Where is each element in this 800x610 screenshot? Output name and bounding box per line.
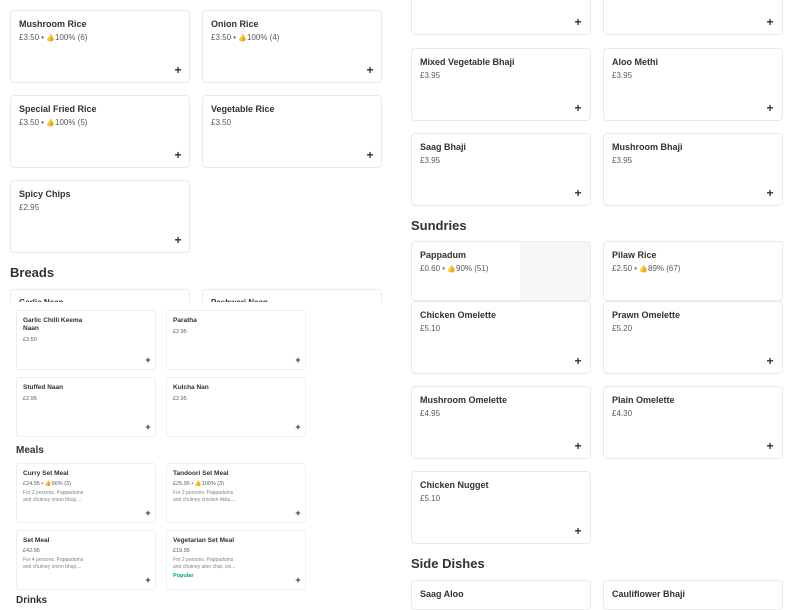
add-item-button[interactable]: + <box>174 233 182 247</box>
add-item-button[interactable]: + <box>295 355 301 365</box>
menu-item-card[interactable] <box>10 10 190 83</box>
item-meta: £0.60 • 👍90% (51) <box>420 264 489 273</box>
menu-item-card[interactable] <box>411 133 591 206</box>
thumbs-up-icon: 👍 <box>238 35 247 42</box>
item-price: £42.95 <box>23 548 40 554</box>
thumbs-up-icon: 👍 <box>639 266 648 273</box>
item-price: £2.95 <box>19 203 40 212</box>
item-name: Pilaw Rice <box>612 250 657 260</box>
item-image <box>520 242 591 301</box>
item-name: Paratha <box>173 317 197 324</box>
add-item-button[interactable]: + <box>295 422 301 432</box>
menu-item-card[interactable] <box>603 580 783 610</box>
item-name: Prawn Omelette <box>612 310 681 320</box>
menu-item-card[interactable] <box>603 133 783 206</box>
item-name: Spicy Chips <box>19 189 71 199</box>
menu-item-card[interactable] <box>411 0 591 35</box>
item-name: Special Fried Rice <box>19 104 97 114</box>
add-item-button[interactable]: + <box>366 63 374 77</box>
section-title-sundries: Sundries <box>411 218 467 233</box>
thumbs-up-icon: 👍 <box>44 481 52 487</box>
menu-item-card[interactable] <box>166 310 306 370</box>
item-meta: £3.50 • 👍100% (4) <box>211 33 280 42</box>
item-name: Chicken Nugget <box>420 480 489 490</box>
item-price: £4.95 <box>420 409 441 418</box>
add-item-button[interactable]: + <box>766 186 774 200</box>
item-price: £2.95 <box>173 396 187 402</box>
add-item-button[interactable]: + <box>145 422 151 432</box>
add-item-button[interactable]: + <box>174 63 182 77</box>
item-meta: £3.50 • 👍100% (6) <box>19 33 88 42</box>
add-item-button[interactable]: + <box>145 575 151 585</box>
item-meta: £25.95 • 👍100% (3) <box>173 481 224 487</box>
thumbs-up-icon: 👍 <box>447 266 456 273</box>
item-description: For 4 persons. Pappadums and chutney onion bhaji,... <box>23 557 84 570</box>
item-name: Tandoori Set Meal <box>173 470 229 477</box>
item-name: Garlic Chilli Keema Naan <box>23 317 83 332</box>
item-name: Curry Set Meal <box>23 470 69 477</box>
item-price: £2.95 <box>23 396 37 402</box>
item-name: Onion Rice <box>211 19 259 29</box>
item-name: Vegetarian Set Meal <box>173 537 235 544</box>
popular-badge: Popular <box>173 573 194 579</box>
add-item-button[interactable]: + <box>766 101 774 115</box>
section-title-breads: Breads <box>10 265 55 280</box>
item-name: Set Meal <box>23 537 50 544</box>
item-price: £3.50 <box>211 118 232 127</box>
add-item-button[interactable]: + <box>145 508 151 518</box>
item-description: For 2 persons. Pappadums and chutney aloo chat, oni... <box>173 557 236 570</box>
scaled-menu-overlay <box>10 302 400 606</box>
item-price: £19.95 <box>173 548 190 554</box>
add-item-button[interactable]: + <box>574 354 582 368</box>
menu-item-card[interactable] <box>411 301 591 374</box>
add-item-button[interactable]: + <box>145 355 151 365</box>
menu-item-card[interactable] <box>603 301 783 374</box>
menu-item-card[interactable] <box>603 386 783 459</box>
item-price: £3.95 <box>420 71 441 80</box>
item-price: £3.95 <box>612 71 633 80</box>
item-price: £3.95 <box>420 156 441 165</box>
menu-item-card[interactable] <box>166 530 306 590</box>
thumbs-up-icon: 👍 <box>194 481 202 487</box>
add-item-button[interactable]: + <box>766 15 774 29</box>
menu-item-card[interactable] <box>411 48 591 121</box>
add-item-button[interactable]: + <box>766 354 774 368</box>
item-meta: £2.50 • 👍89% (67) <box>612 264 681 273</box>
menu-item-card[interactable] <box>166 377 306 437</box>
thumbs-up-icon: 👍 <box>46 35 55 42</box>
add-item-button[interactable]: + <box>174 148 182 162</box>
item-price: £4.30 <box>612 409 633 418</box>
item-price: £5.10 <box>420 324 441 333</box>
menu-item-card[interactable] <box>16 463 156 523</box>
add-item-button[interactable]: + <box>574 101 582 115</box>
menu-item-card[interactable] <box>166 463 306 523</box>
menu-item-card[interactable] <box>16 530 156 590</box>
menu-item-card[interactable] <box>202 10 382 83</box>
thumbs-up-icon: 👍 <box>46 120 55 127</box>
menu-item-card[interactable] <box>411 471 591 544</box>
item-name: Chicken Omelette <box>420 310 497 320</box>
item-price: £5.10 <box>420 494 441 503</box>
item-name: Aloo Methi <box>612 57 658 67</box>
item-price: £3.95 <box>612 156 633 165</box>
section-title-side-dishes: Side Dishes <box>411 556 485 571</box>
item-name: Pappadum <box>420 250 467 260</box>
item-name: Mushroom Bhaji <box>612 142 683 152</box>
item-name: Mushroom Omelette <box>420 395 508 405</box>
menu-item-card[interactable] <box>10 180 190 253</box>
add-item-button[interactable]: + <box>574 524 582 538</box>
add-item-button[interactable]: + <box>574 15 582 29</box>
add-item-button[interactable]: + <box>766 439 774 453</box>
item-name: Mushroom Rice <box>19 19 87 29</box>
section-title-drinks: Drinks <box>16 595 48 606</box>
item-price: £3.50 <box>23 337 37 343</box>
menu-item-card[interactable] <box>10 95 190 168</box>
menu-item-card[interactable] <box>603 241 783 301</box>
item-name: Cauliflower Bhaji <box>612 589 686 599</box>
item-name: Kulcha Nan <box>173 384 209 391</box>
item-name: Saag Bhaji <box>420 142 467 152</box>
item-name: Plain Omelette <box>612 395 675 405</box>
item-description: For 2 persons. Pappadums and chutney onion bhaji,... <box>23 490 84 503</box>
menu-item-card[interactable] <box>202 95 382 168</box>
item-name: Stuffed Naan <box>23 384 64 391</box>
add-item-button[interactable]: + <box>295 575 301 585</box>
item-name: Vegetable Rice <box>211 104 275 114</box>
item-description: For 2 persons. Pappadums and chutney chicken tikka,... <box>173 490 236 503</box>
item-price: £2.95 <box>173 329 187 335</box>
add-item-button[interactable]: + <box>295 508 301 518</box>
menu-item-card[interactable] <box>411 580 591 610</box>
add-item-button[interactable]: + <box>366 148 374 162</box>
add-item-button[interactable]: + <box>574 439 582 453</box>
menu-item-card[interactable] <box>603 48 783 121</box>
item-meta: £3.50 • 👍100% (5) <box>19 118 88 127</box>
section-title-meals: Meals <box>16 445 44 456</box>
item-name: Mixed Vegetable Bhaji <box>420 57 515 67</box>
add-item-button[interactable]: + <box>574 186 582 200</box>
menu-item-card[interactable] <box>603 0 783 35</box>
item-name: Saag Aloo <box>420 589 464 599</box>
menu-item-card[interactable] <box>16 310 156 370</box>
item-meta: £24.95 • 👍66% (3) <box>23 481 71 487</box>
menu-item-card[interactable] <box>16 377 156 437</box>
item-price: £5.20 <box>612 324 633 333</box>
menu-item-card[interactable] <box>411 386 591 459</box>
menu-item-card[interactable] <box>411 241 591 301</box>
